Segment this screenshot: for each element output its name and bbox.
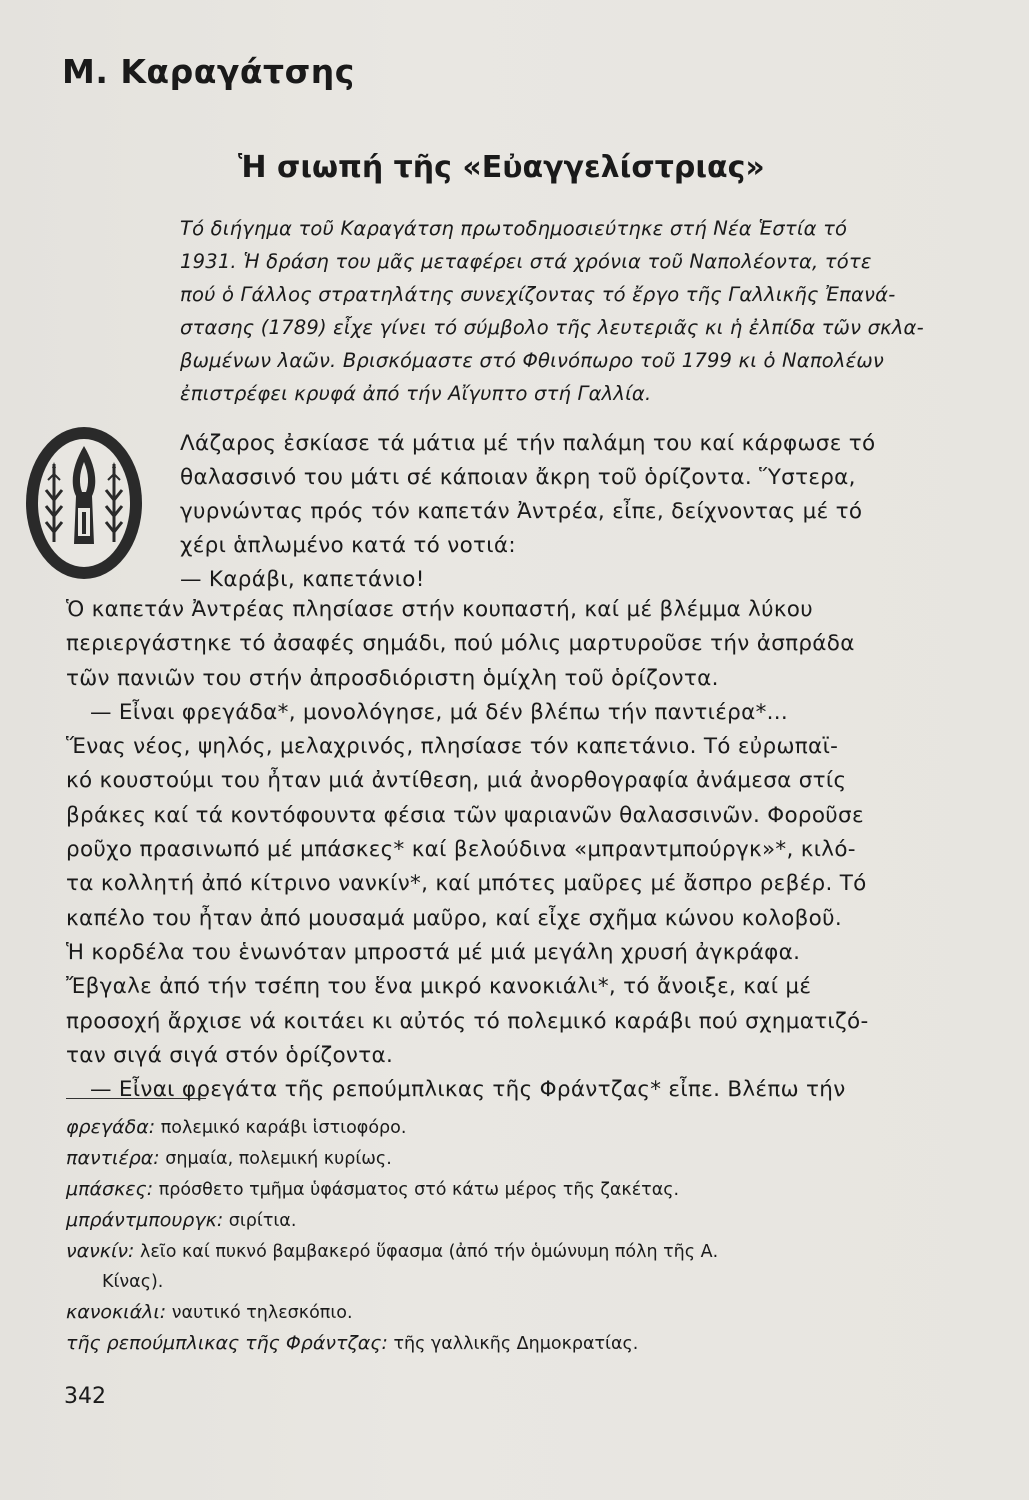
intro-line: ἐπιστρέφει κρυφά ἀπό τήν Αἴγυπτο στή Γαλλία.	[180, 382, 652, 405]
text-line: βράκες καί τά κοντόφουντα φέσια τῶν ψαριανῶν θαλασσινῶν. Φοροῦσε	[66, 802, 864, 828]
footnote-term: φρεγάδα:	[66, 1116, 156, 1138]
intro-line: βωμένων λαῶν. Βρισκόμαστε στό Φθινόπωρο τοῦ 1799 κι ὁ Ναπολέων	[180, 349, 884, 372]
intro-paragraph	[180, 212, 932, 410]
text-line: τα κολλητή ἀπό κίτρινο νανκίν*, καί μπότες μαῦρες μέ ἄσπρο ρεβέρ. Τό	[66, 871, 867, 897]
text-line: — Καράβι, καπετάνιο!	[180, 567, 425, 592]
footnote-definition: πρόσθετο τμῆμα ὑφάσματος στό κάτω μέρος τῆς ζακέτας.	[158, 1180, 680, 1200]
footnote	[66, 1112, 936, 1143]
footnote	[66, 1205, 936, 1236]
footnote-definition: Κίνας).	[102, 1272, 164, 1292]
footnote-definition: πολεμικό καράβι ἱστιοφόρο.	[160, 1118, 407, 1138]
footnote-definition: τῆς γαλλικῆς Δημοκρατίας.	[393, 1334, 639, 1354]
footnotes	[66, 1112, 936, 1359]
footnote	[66, 1328, 936, 1359]
text-line: — Εἶναι φρεγάτα τῆς ρεπούμπλικας τῆς Φράντζας* εἶπε. Βλέπω τήν	[90, 1077, 846, 1103]
footnote	[66, 1297, 936, 1328]
footnote-definition: σιρίτια.	[228, 1211, 297, 1231]
intro-line: Τό διήγημα τοῦ Καραγάτση πρωτοδημοσιεύτηκε στή Νέα Ἑστία τό	[180, 217, 848, 240]
footnote	[66, 1174, 936, 1205]
text-line: θαλασσινό του μάτι σέ κάποιαν ἄκρη τοῦ ὁρίζοντα. Ὕστερα,	[180, 465, 856, 490]
text-line: ταν σιγά σιγά στόν ὁρίζοντα.	[66, 1042, 394, 1068]
text-line: Ἕνας νέος, ψηλός, μελαχρινός, πλησίασε τόν καπετάνιο. Τό εὐρωπαϊ-	[66, 734, 839, 760]
text-line: περιεργάστηκε τό ἀσαφές σημάδι, πού μόλις μαρτυροῦσε τήν ἀσπράδα	[66, 631, 855, 657]
footnote-term: μπράντμπουργκ:	[66, 1209, 224, 1231]
text-line: — Εἶναι φρεγάδα*, μονολόγησε, μά δέν βλέπω τήν παντιέρα*...	[90, 699, 789, 725]
text-line: γυρνώντας πρός τόν καπετάν Ἀντρέα, εἶπε, δείχνοντας μέ τό	[180, 499, 863, 524]
page-number: 342	[64, 1384, 106, 1409]
opening-paragraph	[180, 427, 932, 597]
text-line: προσοχή ἄρχισε νά κοιτάει κι αὐτός τό πολεμικό καράβι πού σχηματιζό-	[66, 1008, 869, 1034]
footnote	[66, 1236, 936, 1267]
footnote-term: τῆς ρεπούμπλικας τῆς Φράντζας:	[66, 1332, 388, 1354]
text-line: Λάζαρος ἐσκίασε τά μάτια μέ τήν παλάμη του καί κάρφωσε τό	[180, 431, 876, 456]
text-line: ροῦχο πρασινωπό μέ μπάσκες* καί βελούδινα «μπραντμπούργκ»*, κιλό-	[66, 837, 856, 863]
story-body	[66, 593, 932, 1107]
footnote-term: νανκίν:	[66, 1240, 135, 1262]
footnote-divider	[66, 1098, 206, 1099]
lighthouse-emblem-icon	[22, 424, 146, 582]
intro-line: 1931. Ἡ δράση του μᾶς μεταφέρει στά χρόνια τοῦ Ναπολέοντα, τότε	[180, 250, 872, 273]
footnote-term: κανοκιάλι:	[66, 1301, 167, 1323]
text-line: Ὁ καπετάν Ἀντρέας πλησίασε στήν κουπαστή, καί μέ βλέμμα λύκου	[66, 597, 813, 622]
footnote-continuation	[66, 1267, 936, 1297]
intro-line: στασης (1789) εἶχε γίνει τό σύμβολο τῆς λευτεριᾶς κι ἡ ἐλπίδα τῶν σκλα-	[180, 316, 924, 339]
text-line: χέρι ἁπλωμένο κατά τό νοτιά:	[180, 533, 516, 558]
footnote-definition: λεῖο καί πυκνό βαμβακερό ὕφασμα (ἀπό τήν ὁμώνυμη πόλη τῆς Α.	[139, 1242, 719, 1262]
text-line: κό κουστούμι του ἦταν μιά ἀντίθεση, μιά ἀνορθογραφία ἀνάμεσα στίς	[66, 768, 847, 794]
footnote-definition: ναυτικό τηλεσκόπιο.	[171, 1303, 353, 1323]
footnote-term: μπάσκες:	[66, 1178, 154, 1200]
text-line: Ἔβγαλε ἀπό τήν τσέπη του ἕνα μικρό κανοκιάλι*, τό ἄνοιξε, καί μέ	[66, 974, 812, 1000]
intro-line: πού ὁ Γάλλος στρατηλάτης συνεχίζοντας τό ἔργο τῆς Γαλλικῆς Ἐπανά-	[180, 283, 896, 306]
footnote	[66, 1143, 936, 1174]
footnote-definition: σημαία, πολεμική κυρίως.	[165, 1149, 392, 1169]
story-title: Ἡ σιωπή τῆς «Εὐαγγελίστριας»	[238, 150, 765, 185]
author-name: Μ. Καραγάτσης	[62, 52, 355, 91]
footnote-term: παντιέρα:	[66, 1147, 160, 1169]
text-line: τῶν πανιῶν του στήν ἀπροσδιόριστη ὁμίχλη τοῦ ὁρίζοντα.	[66, 665, 719, 691]
text-line: καπέλο του ἦταν ἀπό μουσαμά μαῦρο, καί εἶχε σχῆμα κώνου κολοβοῦ.	[66, 905, 842, 931]
text-line: Ἡ κορδέλα του ἑνωνόταν μπροστά μέ μιά μεγάλη χρυσή ἀγκράφα.	[66, 939, 801, 965]
